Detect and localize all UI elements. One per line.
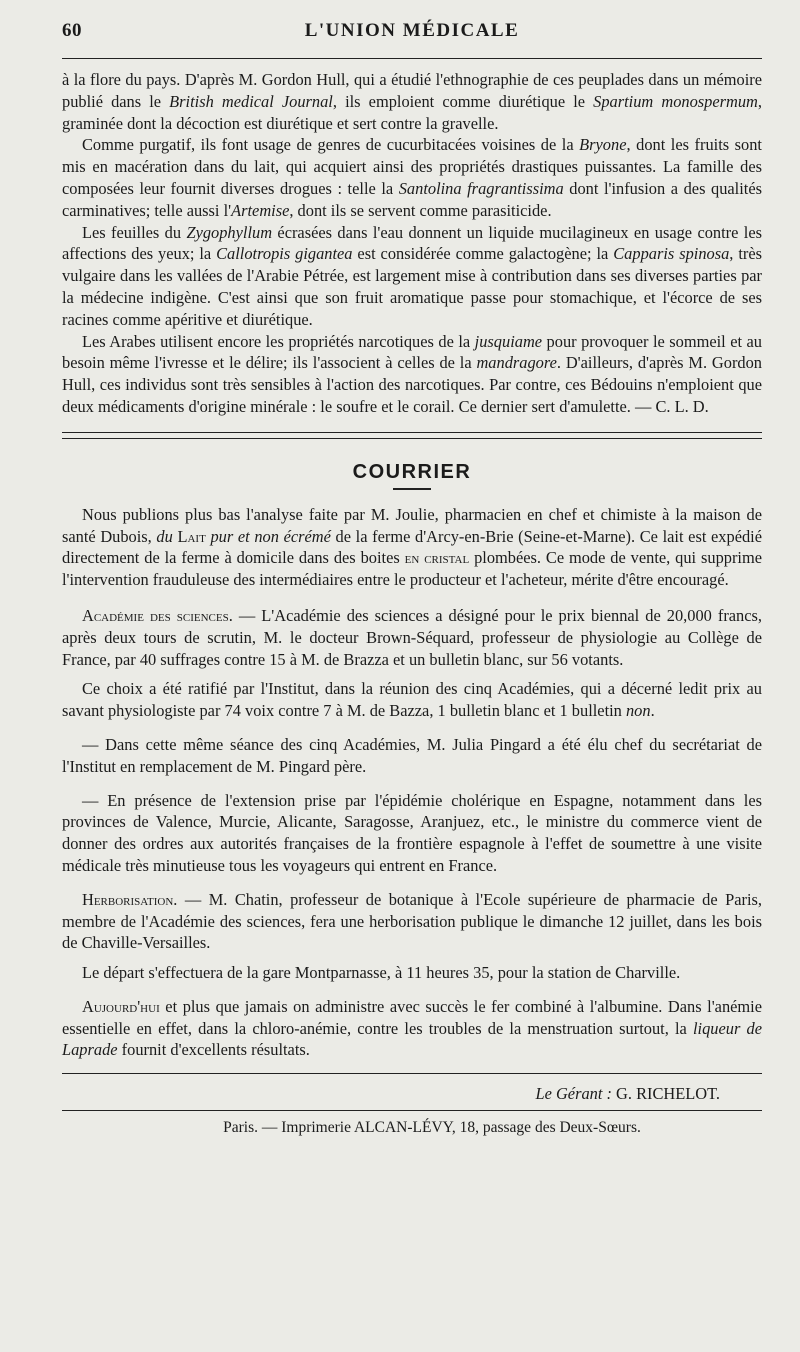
article-paragraph-2: Comme purgatif, ils font usage de genres de cucurbitacées voisines de la Bryone, dont les fruits sont mis en macération dans du lait, qui acquiert ainsi des propriétés drastiques puissantes. La famille des composées leur fournit diverses drogues : telle la Santolina fragrantissima dont l'infusion a des qualités carminatives; telle aussi l'Artemise, dont ils se servent comme parasiticide.	[62, 135, 762, 220]
courrier-academie: Académie des sciences. — L'Académie des sciences a désigné pour le prix biennal de 20,000 francs, après deux tours de scrutin, M. le docteur Brown-Séquard, professeur de physiologie au Collège de France, par 40 suffrages contre 15 à M. de Brazza et un bulletin blanc, sur 56 votants.	[62, 605, 762, 669]
title-dash	[393, 488, 431, 490]
section-title-courrier: COURRIER	[352, 460, 472, 483]
courrier-herborisation: Herborisation. — M. Chatin, professeur de botanique à l'Ecole supérieure de pharmacie de Paris, membre de l'Académie des sciences, fera une herborisation publique le dimanche 12 juillet, dans les bois de Chaville-Versailles.	[62, 889, 762, 953]
article-paragraph-4: Les Arabes utilisent encore les propriétés narcotiques de la jusquiame pour provoquer le sommeil et au besoin même l'ivresse et le délire; ils l'associent à celles de la mandragore. D'ailleurs, d'après M. Gordon Hull, ces individus sont très sensibles à l'action des narcotiques. Par contre, ces Bédouins n'emploient que deux médicaments d'origine minérale : le soufre et le corail. Ce dernier sert d'amulette. — C. L. D.	[62, 331, 762, 416]
courrier-depart: Le départ s'effectuera de la gare Montparnasse, à 11 heures 35, pour la station de Charville.	[82, 963, 681, 983]
article-paragraph-3: Les feuilles du Zygophyllum écrasées dans l'eau donnent un liquide mucilagineux en usage contre les affections des yeux; la Callotropis gigantea est considérée comme galactogène; la Capparis spinosa, très vulgaire dans les vallées de l'Arabie Pétrée, est largement mise à contribution dans ses diverses parties par la médecine indigène. C'est ainsi que son fruit aromatique passe pour stomachique, et l'écorce de ses racines comme apéritive et diurétique.	[62, 222, 763, 329]
printer-rule	[62, 1110, 762, 1111]
page-number: 60	[62, 20, 82, 41]
gerant-signature: Le Gérant : G. RICHELOT.	[535, 1084, 720, 1104]
courrier-seance: — Dans cette même séance des cinq Académies, M. Julia Pingard a été élu chef du secrétariat de l'Institut en remplacement de M. Pingard père.	[62, 734, 762, 776]
courrier-intro: Nous publions plus bas l'analyse faite par M. Joulie, pharmacien en chef et chimiste à la maison de santé Dubois, du Lait pur et non écrémé de la ferme d'Arcy-en-Brie (Seine-et-Marne). Ce lait est expédié directement de la ferme à domicile dans des boites en cristal plombées. Ce mode de vente, qui supprime l'intervention frauduleuse des intermédiaires entre le producteur et l'acheteur, mérite d'être encouragé.	[62, 504, 763, 590]
courrier-cholera: — En présence de l'extension prise par l'épidémie cholérique en Espagne, notamment dans les provinces de Valence, Murcie, Alicante, Saragosse, Aranjuez, etc., le ministre du commerce vient de donner des ordres aux autorités françaises de la frontière espagnole à l'effet de soumettre à une visite médicale très minutieuse tous les voyageurs qui entrent en France.	[62, 790, 762, 875]
courrier-choix: Ce choix a été ratifié par l'Institut, dans la réunion des cinq Académies, qui a décerné ledit prix au savant physiologiste par 74 voix contre 7 à M. de Bazza, 1 bulletin blanc et 1 bulletin non.	[62, 679, 762, 721]
article-paragraph-1: à la flore du pays. D'après M. Gordon Hull, qui a étudié l'ethnographie de ces peuplades dans un mémoire publié dans le British medical Journal, ils emploient comme diurétique le Spartium monospermum, graminée dont la décoction est diurétique et sert contre la gravelle.	[62, 70, 762, 133]
journal-title: L'UNION MÉDICALE	[304, 20, 520, 41]
footer-rule	[62, 1073, 762, 1074]
printer-imprint: Paris. — Imprimerie ALCAN-LÉVY, 18, passage des Deux-Sœurs.	[223, 1119, 641, 1137]
section-divider	[62, 432, 762, 439]
courrier-aujourdhui: Aujourd'hui et plus que jamais on administre avec succès le fer combiné à l'albumine. Dans l'anémie essentielle en effet, dans la chloro-anémie, contre les troubles de la menstruation surtout, la liqueur de Laprade fournit d'excellents résultats.	[62, 996, 762, 1060]
running-head	[62, 0, 762, 59]
